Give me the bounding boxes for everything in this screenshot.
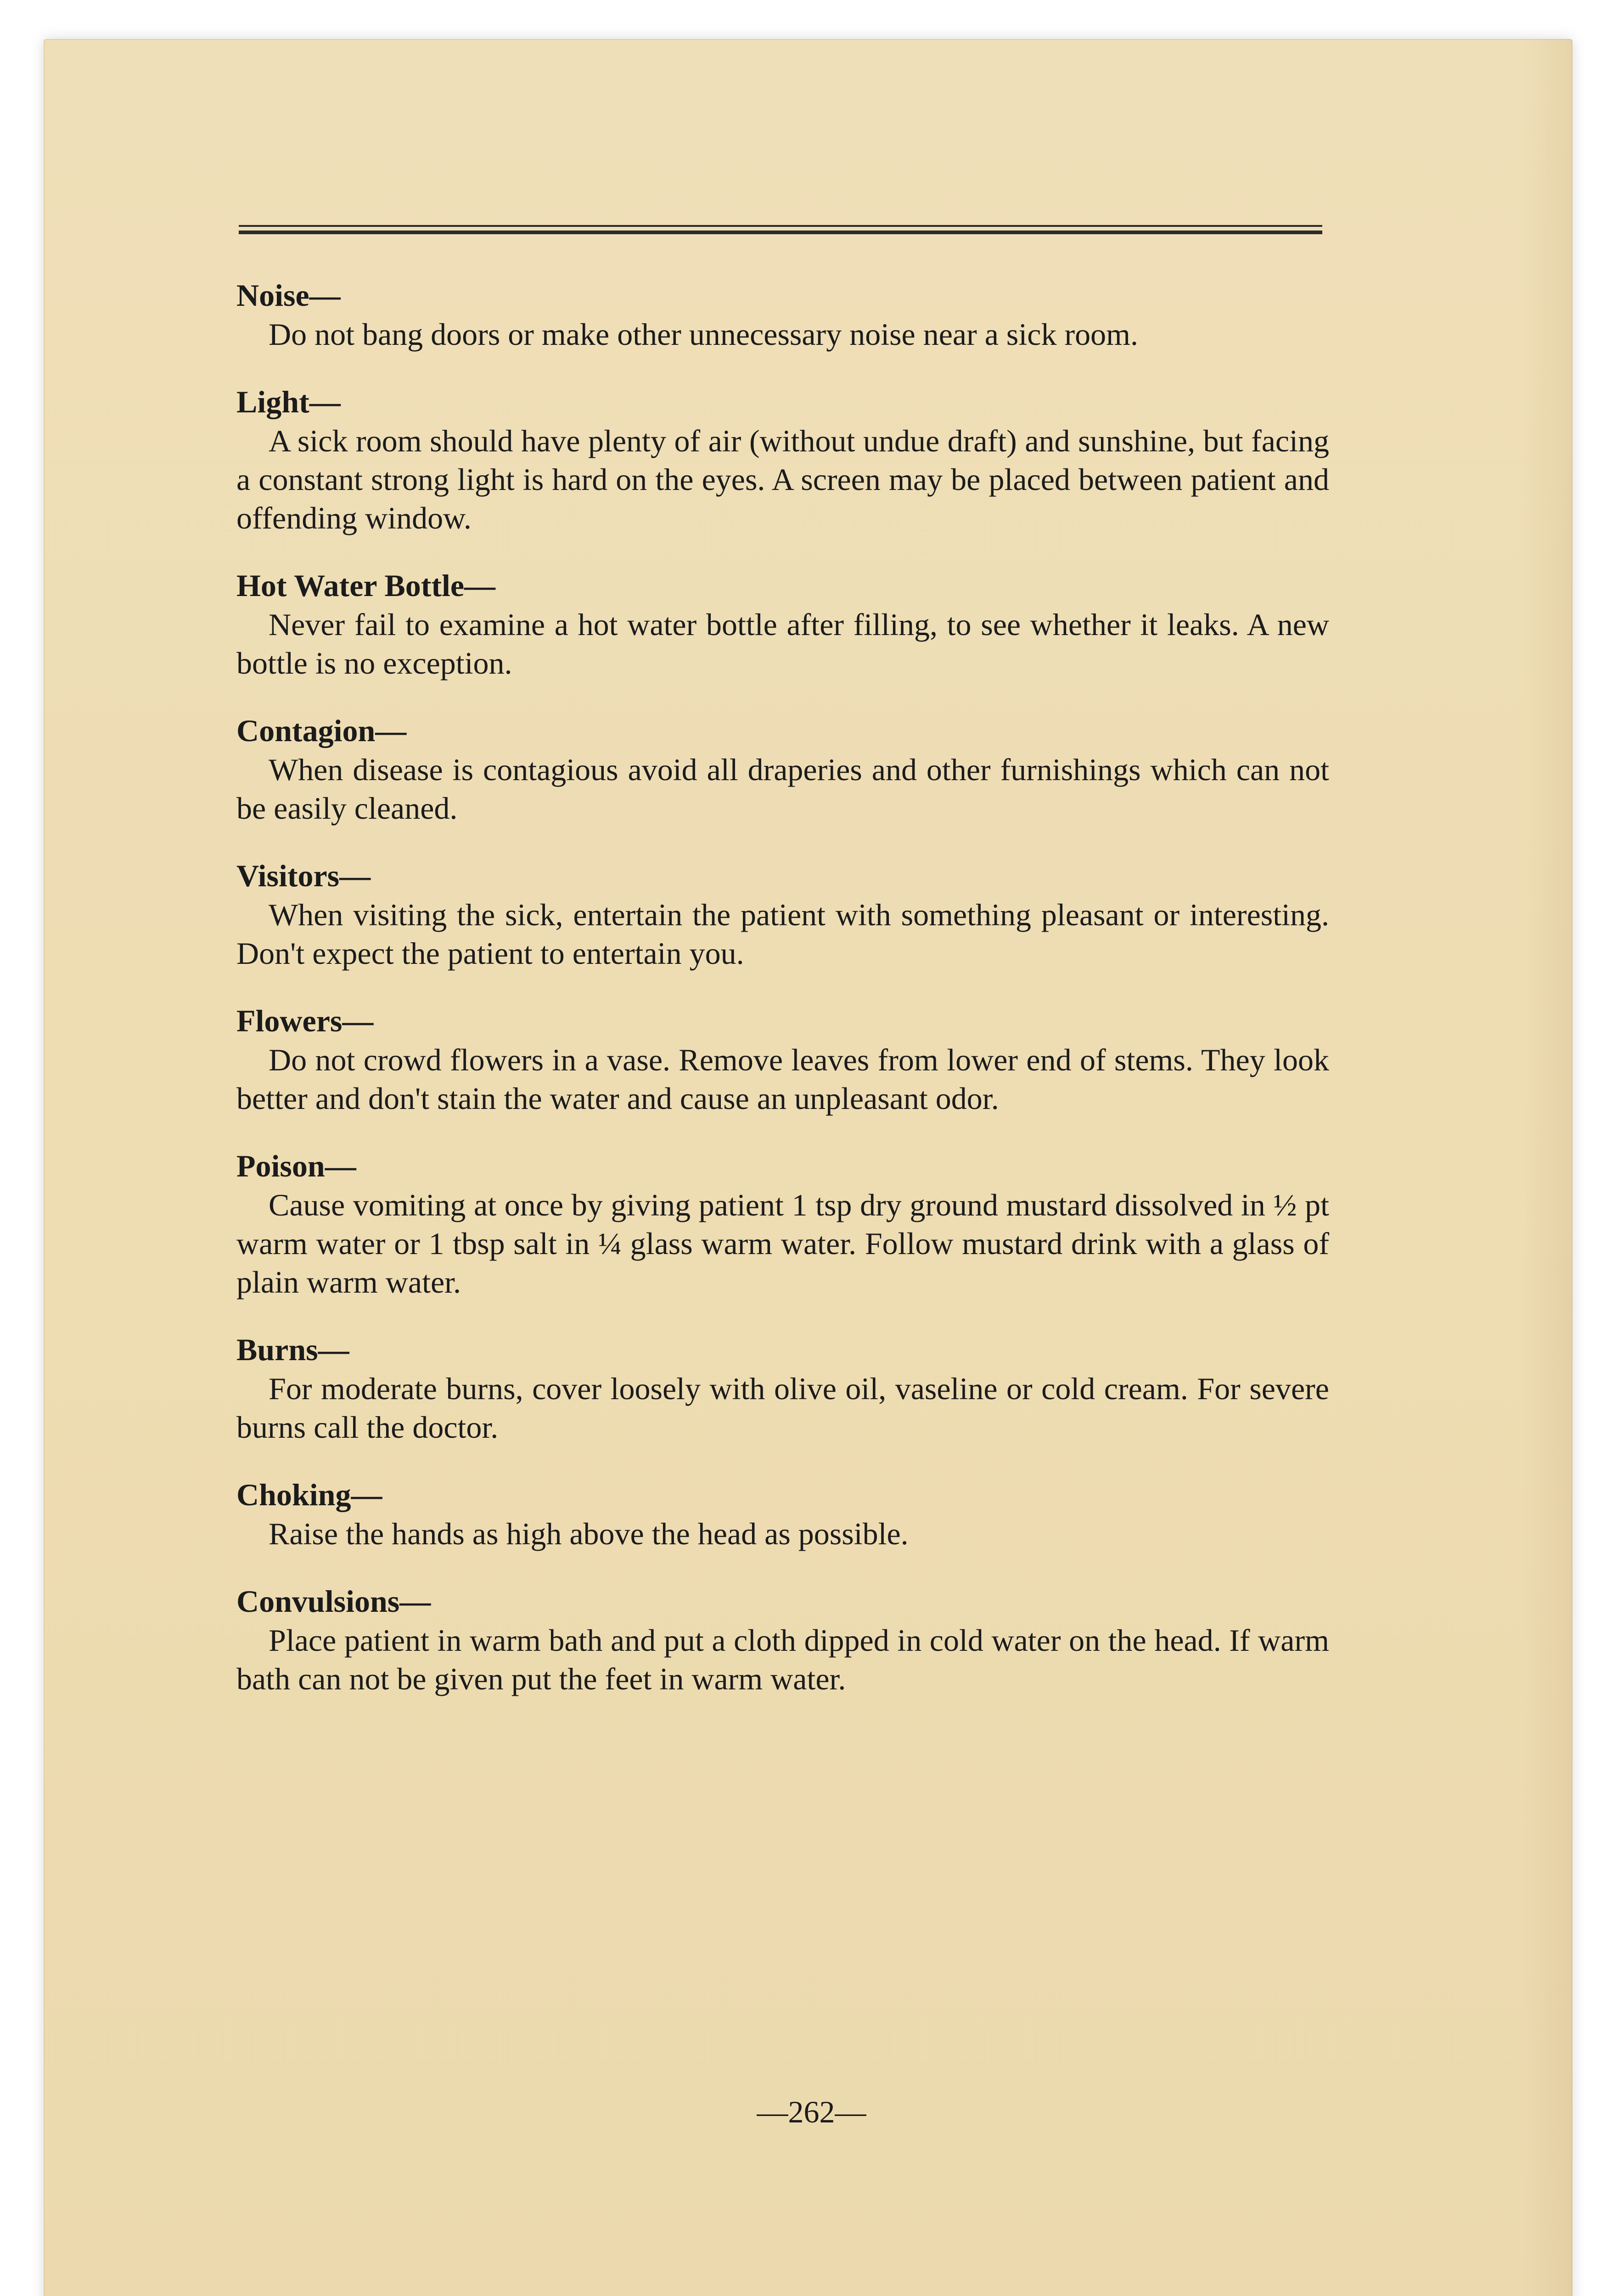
entry-heading: Hot Water Bottle— (236, 568, 496, 603)
entry-text: Do not bang doors or make other unnecessary noise near a sick room. (269, 317, 1139, 352)
header-rule-thin (239, 225, 1322, 227)
entry-hot-water-bottle (236, 566, 1329, 682)
entry-noise (236, 276, 1329, 354)
entry-heading: Noise— (236, 278, 341, 313)
header-double-rule (239, 225, 1322, 239)
entry-text: Place patient in warm bath and put a cloth dipped in cold water on the head. If warm bath can not be given put the feet in warm water. (236, 1623, 1329, 1696)
entry-choking (236, 1475, 1329, 1553)
entry-text: A sick room should have plenty of air (without undue draft) and sunshine, but facing a constant strong light is hard on the eyes. A screen may be placed between patient and offending window. (236, 423, 1329, 535)
entry-heading: Poison— (236, 1148, 356, 1183)
entry-visitors (236, 856, 1329, 973)
hints-list (236, 276, 1329, 1727)
entry-heading: Flowers— (236, 1003, 374, 1038)
entry-convulsions (236, 1581, 1329, 1698)
entry-heading: Burns— (236, 1332, 349, 1367)
page-number: —262— (757, 2094, 866, 2129)
entry-heading: Choking— (236, 1477, 382, 1512)
entry-text: Do not crowd flowers in a vase. Remove leaves from lower end of stems. They look better and don't stain the water and cause an unpleasant odor. (236, 1042, 1329, 1116)
entry-flowers (236, 1001, 1329, 1118)
header-rule-thick (239, 231, 1322, 234)
entry-heading: Contagion— (236, 713, 407, 748)
entry-heading: Convulsions— (236, 1584, 431, 1619)
entry-text: Cause vomiting at once by giving patient 1 tsp dry ground mustard dissolved in ½ pt warm water or 1 tbsp salt in ¼ glass warm water. Follow mustard drink with a glass of plain warm water. (236, 1187, 1329, 1300)
entry-poison (236, 1146, 1329, 1301)
entry-light (236, 382, 1329, 537)
entry-contagion (236, 711, 1329, 827)
entry-text: For moderate burns, cover loosely with olive oil, vaseline or cold cream. For severe burns call the doctor. (236, 1371, 1329, 1445)
entry-text: When disease is contagious avoid all draperies and other furnishings which can not be easily cleaned. (236, 752, 1329, 826)
entry-heading: Visitors— (236, 858, 371, 893)
entry-heading: Light— (236, 384, 341, 419)
entry-burns (236, 1330, 1329, 1446)
entry-text: Never fail to examine a hot water bottle after filling, to see whether it leaks. A new bottle is no exception. (236, 607, 1329, 681)
entry-text: When visiting the sick, entertain the patient with something pleasant or interesting. Don't expect the patient to entertain you. (236, 897, 1329, 971)
entry-text: Raise the hands as high above the head as possible. (269, 1516, 909, 1551)
